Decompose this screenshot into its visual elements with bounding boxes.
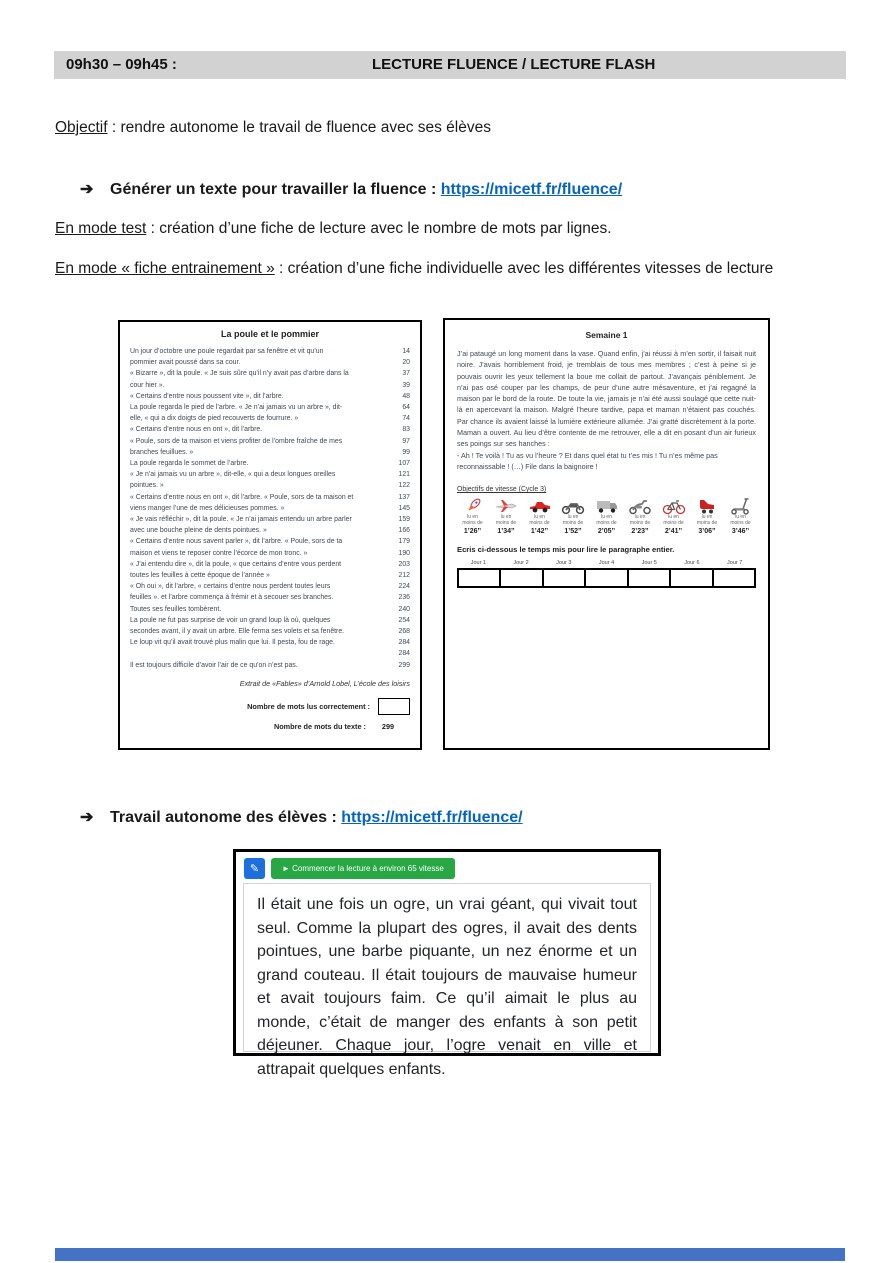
arrow-icon: ➔ <box>80 809 94 826</box>
speed-label-top: lu en <box>701 514 713 521</box>
sheet-line-text: Un jour d’octobre une poule regardait par sa fenêtre et vit qu’un <box>130 348 324 355</box>
objective-text: : rendre autonome le travail de fluence avec ses élèves <box>107 119 491 136</box>
sheet-line <box>130 436 410 447</box>
sheet-line-text: « Je vais réfléchir », dit la poule. « Je n’ai jamais entendu un arbre parler <box>130 516 352 524</box>
sheet-line <box>130 581 410 592</box>
day-label: Jour 1 <box>470 560 486 567</box>
speed-row <box>457 497 756 535</box>
sheet-line-text: « Certains d’entre nous en ont », dit l’arbre. <box>130 426 263 434</box>
training-title: Semaine 1 <box>585 330 628 340</box>
speed-time: 2’23’’ <box>631 528 649 536</box>
speed-label-bottom: moins de <box>629 519 651 526</box>
sheet-line-count: 284 <box>398 650 410 658</box>
day-label: Jour 7 <box>727 560 743 567</box>
speed-label-top: lu en <box>467 514 478 521</box>
speed-label-bottom: moins de <box>495 519 517 526</box>
sheet-line <box>130 559 410 570</box>
day-cell <box>671 570 713 586</box>
training-sheet-image <box>443 318 770 750</box>
mode-fiche-text: : création d’une fiche individuelle avec les différentes vitesses de lecture <box>274 260 774 277</box>
sheet-line <box>130 536 410 547</box>
edit-button[interactable] <box>244 858 265 879</box>
bullet-autonomy <box>80 807 523 827</box>
day-cell <box>501 570 543 586</box>
sheet-line-text: « Je n’ai jamais vu un arbre », dit-elle, « qui a deux longues oreilles <box>130 471 336 479</box>
sheet-line <box>130 346 410 357</box>
speed-target <box>591 497 622 535</box>
sheet-line-text: elle, « qui a dix doigts de pied recouverts de fourrure. » <box>130 415 299 423</box>
day-label: Jour 5 <box>641 560 657 567</box>
sheet-line-count: 97 <box>402 437 410 445</box>
speed-target <box>491 497 522 535</box>
roller-skate-icon <box>692 497 723 515</box>
sheet-line-count: 122 <box>398 482 410 490</box>
sheet-line-text: « J’ai entendu dire », dit la poule, « que certains d’entre vous perdent <box>130 560 342 568</box>
words-correct-line <box>130 698 410 715</box>
sheet-line <box>130 592 410 603</box>
sheet-line-text: « Oh oui », dit l’arbre, « certains d’entre nous perdent toutes leurs <box>130 583 331 591</box>
sheet-line-count: 254 <box>398 616 410 624</box>
day-cell <box>714 570 754 586</box>
sheet-line <box>130 458 410 469</box>
fluence-link-2[interactable]: https://micetf.fr/fluence/ <box>341 809 523 826</box>
speed-label-top: lu en <box>668 514 679 521</box>
footer-bar <box>55 1248 845 1261</box>
speed-target <box>725 497 756 535</box>
sheet-line <box>130 469 410 480</box>
sheet-line <box>130 492 410 503</box>
sheet-line-count: 20 <box>402 359 410 367</box>
reading-sheet-image <box>118 320 422 750</box>
bicycle-icon <box>658 497 689 515</box>
moped-icon <box>625 497 656 515</box>
speed-label-bottom: moins de <box>663 519 684 526</box>
speed-target <box>558 497 589 535</box>
sheet-line <box>130 570 410 581</box>
sheet-line <box>130 480 410 491</box>
days-cells <box>457 568 756 588</box>
speed-label-bottom: moins de <box>730 519 751 526</box>
airplane-icon <box>491 497 522 515</box>
speed-time: 2’05’’ <box>597 528 616 536</box>
sheet-line-text: feuilles ». et l’arbre commença à frémir et à secouer ses branches. <box>130 594 334 602</box>
schedule-header-bar <box>54 51 846 79</box>
mode-fiche-label: En mode « fiche entrainement » <box>55 260 275 277</box>
sheet-line-count: 299 <box>398 661 410 669</box>
rocket-icon <box>457 497 488 515</box>
speed-label-top: lu en <box>567 514 579 521</box>
sheet-line <box>130 424 410 435</box>
sheet-line-text: « Poule, sors de ta maison et viens profiter de l’ombre fraîche de mes <box>130 437 343 445</box>
instruction-text: Ecris ci-dessous le temps mis pour lire le paragraphe entier. <box>457 545 675 555</box>
speed-target <box>457 497 488 535</box>
sheet-line-count: 14 <box>402 348 410 355</box>
sheet-line-text: La poule regarda le pied de l’arbre. « Je n’ai jamais vu un arbre », dit- <box>130 404 343 412</box>
sheet-line-count: 99 <box>402 448 410 456</box>
training-paragraph: J’ai pataugé un long moment dans la vase. Quand enfin, j’ai réussi à m’en sortir, il faisait nuit noire. J’avais horriblement froid, je tremblais de tous mes membres ; c’est à peine si je pouvais ouvrir les yeux tellement la boue me collait de partout. J’avançais péniblement. Je n’ai pas osé couper par les champs, de peur d’une autre mésaventure, et j’ai regagné la maison par le bord de la route. De toute la vie, jamais je n’ai été aussi soulagé que cette nuit-là en apercevant la maison. Malgré l’heure tardive, papa et maman n’étaient pas couchés. Par chance ils avaient laissé la lumière extérieure allumée. J’ai gratté discrètement à la porte. Maman a ouvert. Au lieu d’être contente de me retrouver, elle a dit en posant d’un air furieux ses poings sur ses hanches : <box>457 349 756 449</box>
day-cell <box>586 570 628 586</box>
speed-label-bottom: moins de <box>562 519 584 526</box>
schedule-time: 09h30 – 09h45 : <box>66 56 177 73</box>
sheet-line-count: 236 <box>398 594 410 602</box>
sheet-line-count: 37 <box>402 370 410 378</box>
generate-label: Générer un texte pour travailler la fluence : <box>110 181 441 198</box>
sheet-line <box>130 447 410 458</box>
app-toolbar <box>244 858 651 879</box>
sheet-line-count: 284 <box>398 639 410 647</box>
sheet-line <box>130 660 410 671</box>
sheet-line-text: « Certains d’entre nous en ont », dit l’arbre. « Poule, sors de ta maison et <box>130 493 354 501</box>
speed-target <box>625 497 656 535</box>
day-label: Jour 3 <box>556 560 572 567</box>
sheet-line <box>130 514 410 525</box>
objective-line <box>55 119 491 137</box>
sheet-line <box>130 413 410 424</box>
speed-label-bottom: moins de <box>529 519 550 526</box>
sheet-line-count: 39 <box>402 381 410 389</box>
sheet-line-text: Toutes ses feuilles tombèrent. <box>130 605 222 613</box>
mode-fiche-line <box>55 259 810 280</box>
sheet-line-count: 224 <box>398 583 410 591</box>
mode-test-text: : création d’une fiche de lecture avec le nombre de mots par lignes. <box>146 220 612 237</box>
sheet-line-count: 190 <box>398 549 410 557</box>
sheet-line-text: branches feuillues. » <box>130 448 194 456</box>
sheet-line <box>130 391 410 402</box>
sheet-line-count: 83 <box>402 426 410 434</box>
speed-time: 1’26’’ <box>463 528 482 536</box>
sheet-line-count: 179 <box>398 538 410 546</box>
sheet-line <box>130 357 410 368</box>
sheet-line-count: 64 <box>402 404 410 412</box>
speed-time: 3’46’’ <box>731 528 750 536</box>
sheet-line <box>130 368 410 379</box>
day-label: Jour 4 <box>598 560 615 567</box>
mode-test-line <box>55 220 612 238</box>
motorcycle-icon <box>558 497 589 515</box>
arrow-icon: ➔ <box>80 181 94 198</box>
speed-label-top: lu en <box>500 514 512 521</box>
day-label: Jour 2 <box>513 560 529 567</box>
speed-time: 1’42’’ <box>530 528 549 536</box>
sheet-line-count: 268 <box>398 628 410 636</box>
sheet-line-text: secondes avant, il y avait un arbre. Elle ferma ses volets et sa fenêtre. <box>130 628 345 636</box>
sheet-source: Extrait de «Fables» d’Arnold Lobel, L’école des loisirs <box>239 678 410 688</box>
sheet-line <box>130 626 410 637</box>
speed-objectives-label: Objectifs de vitesse (Cycle 3) <box>457 486 547 494</box>
autonomy-label: Travail autonome des élèves : <box>110 809 342 826</box>
sheet-line-text: « Certains d’entre nous savent parler », dit l’arbre. « Poule, sors de ta <box>130 538 343 546</box>
speed-time: 3’06’’ <box>698 528 716 536</box>
sheet-line <box>130 402 410 413</box>
speed-time: 1’34’’ <box>497 528 515 536</box>
sheet-lines <box>130 346 410 671</box>
sheet-line <box>130 637 410 648</box>
sheet-line-text: Le loup vit qu’il avait trouvé plus malin que lui. Il pesta, fou de rage. <box>130 639 335 647</box>
sheet-line-count: 159 <box>398 516 410 524</box>
speed-label-top: lu en <box>601 514 612 521</box>
words-correct-label: Nombre de mots lus correctement : <box>247 701 370 711</box>
sheet-line <box>130 503 410 514</box>
sheet-line-count: 212 <box>398 572 410 580</box>
sheet-title: La poule et le pommier <box>220 329 320 339</box>
speed-label-bottom: moins de <box>462 519 483 526</box>
day-cell <box>459 570 501 586</box>
speed-time: 1’52’’ <box>564 528 582 536</box>
sheet-line-text: La poule regarda le sommet de l’arbre. <box>130 460 249 468</box>
sheet-line <box>130 548 410 559</box>
fluence-app-image <box>233 849 661 1078</box>
sheet-line-text: viens manger l’une de mes délicieuses pommes. » <box>130 504 285 512</box>
sheet-line <box>130 648 410 659</box>
words-total-line <box>130 722 410 731</box>
day-label: Jour 6 <box>684 560 700 567</box>
words-total-value: 299 <box>381 721 395 731</box>
kick-scooter-icon <box>725 497 756 515</box>
words-correct-box <box>378 698 410 715</box>
training-dialogue: - Ah ! Te voilà ! Tu as vu l’heure ? Et dans quel état tu t’es mis ! Tu n’es même pas reconnaissable ! (…) File dans la baignoire ! <box>457 450 718 471</box>
sheet-line-text: maison et viens te reposer contre l’écorce de mon tronc. » <box>130 549 308 557</box>
sheet-line-count: 240 <box>398 605 410 613</box>
bullet-generate <box>80 179 622 199</box>
day-cell <box>544 570 586 586</box>
sheet-line-text: « Bizarre », dit la poule. « Je suis sûre qu’il n’y avait pas d’arbre dans la <box>130 370 349 378</box>
schedule-title: LECTURE FLUENCE / LECTURE FLASH <box>372 56 656 73</box>
sheet-line-count: 107 <box>398 460 410 468</box>
sheet-line-text: La poule ne fut pas surprise de voir un grand loup là où, quelques <box>130 616 331 624</box>
pencil-icon: ✎ <box>249 863 260 875</box>
days-header <box>457 560 756 566</box>
mode-test-label: En mode test <box>55 220 147 237</box>
sheet-line-text: Il est toujours difficile d’avoir l’air de ce qu’on n’est pas. <box>130 661 298 669</box>
objective-label: Objectif <box>55 119 108 136</box>
sheet-line-count: 74 <box>402 415 410 423</box>
sheet-line <box>130 615 410 626</box>
speed-target <box>658 497 689 535</box>
sheet-line-count: 166 <box>398 527 410 535</box>
sheet-line-text: pommier avait poussé dans sa cour. <box>130 359 241 367</box>
speed-time: 2’41’’ <box>664 528 683 536</box>
speed-label-top: lu en <box>534 514 545 521</box>
sheet-line <box>130 604 410 615</box>
sheet-line-count: 145 <box>398 504 410 512</box>
speed-label-bottom: moins de <box>596 519 617 526</box>
sheet-line-text: toutes les feuilles à cette époque de l’année » <box>130 572 270 580</box>
sheet-line <box>130 525 410 536</box>
sheet-line <box>130 380 410 391</box>
sheet-line-text: avec une bouche pleine de dents pointues. » <box>130 527 267 535</box>
fluence-link[interactable]: https://micetf.fr/fluence/ <box>440 181 623 198</box>
sheet-line-text: pointues. » <box>130 482 164 490</box>
speed-label-top: lu en <box>634 514 646 521</box>
sheet-line-text <box>130 648 388 659</box>
race-car-icon <box>524 497 555 515</box>
start-reading-button[interactable]: ► Commencer la lecture à environ 65 vitesse <box>271 858 455 879</box>
speed-label-top: lu en <box>735 514 746 521</box>
reading-text: Il était une fois un ogre, un vrai géant, qui vivait tout seul. Comme la plupart des ogres, il avait des dents pointues, une barbe piquante, un nez énorme et un grand couteau. Il était toujours de mauvaise humeur et avait toujours faim. Ce qu’il aimait le plus au monde, c’était de manger des enfants à son petit déjeuner. Chaque jour, l’ogre venait en ville et attrapait quelques enfants. <box>243 883 651 1052</box>
sheet-line-count: 121 <box>398 471 410 479</box>
sheet-line-text: cour hier ». <box>130 381 165 389</box>
truck-icon <box>591 497 622 515</box>
sheet-line-count: 137 <box>398 493 410 501</box>
speed-target <box>692 497 723 535</box>
speed-label-bottom: moins de <box>696 519 718 526</box>
sheet-line-count: 48 <box>402 392 410 400</box>
sheet-line-text: « Certains d’entre nous poussent vite », dit l’arbre. <box>130 392 284 400</box>
day-cell <box>629 570 671 586</box>
words-total-label: Nombre de mots du texte : <box>273 721 366 731</box>
speed-target <box>524 497 555 535</box>
sheet-line-count: 203 <box>398 560 410 568</box>
